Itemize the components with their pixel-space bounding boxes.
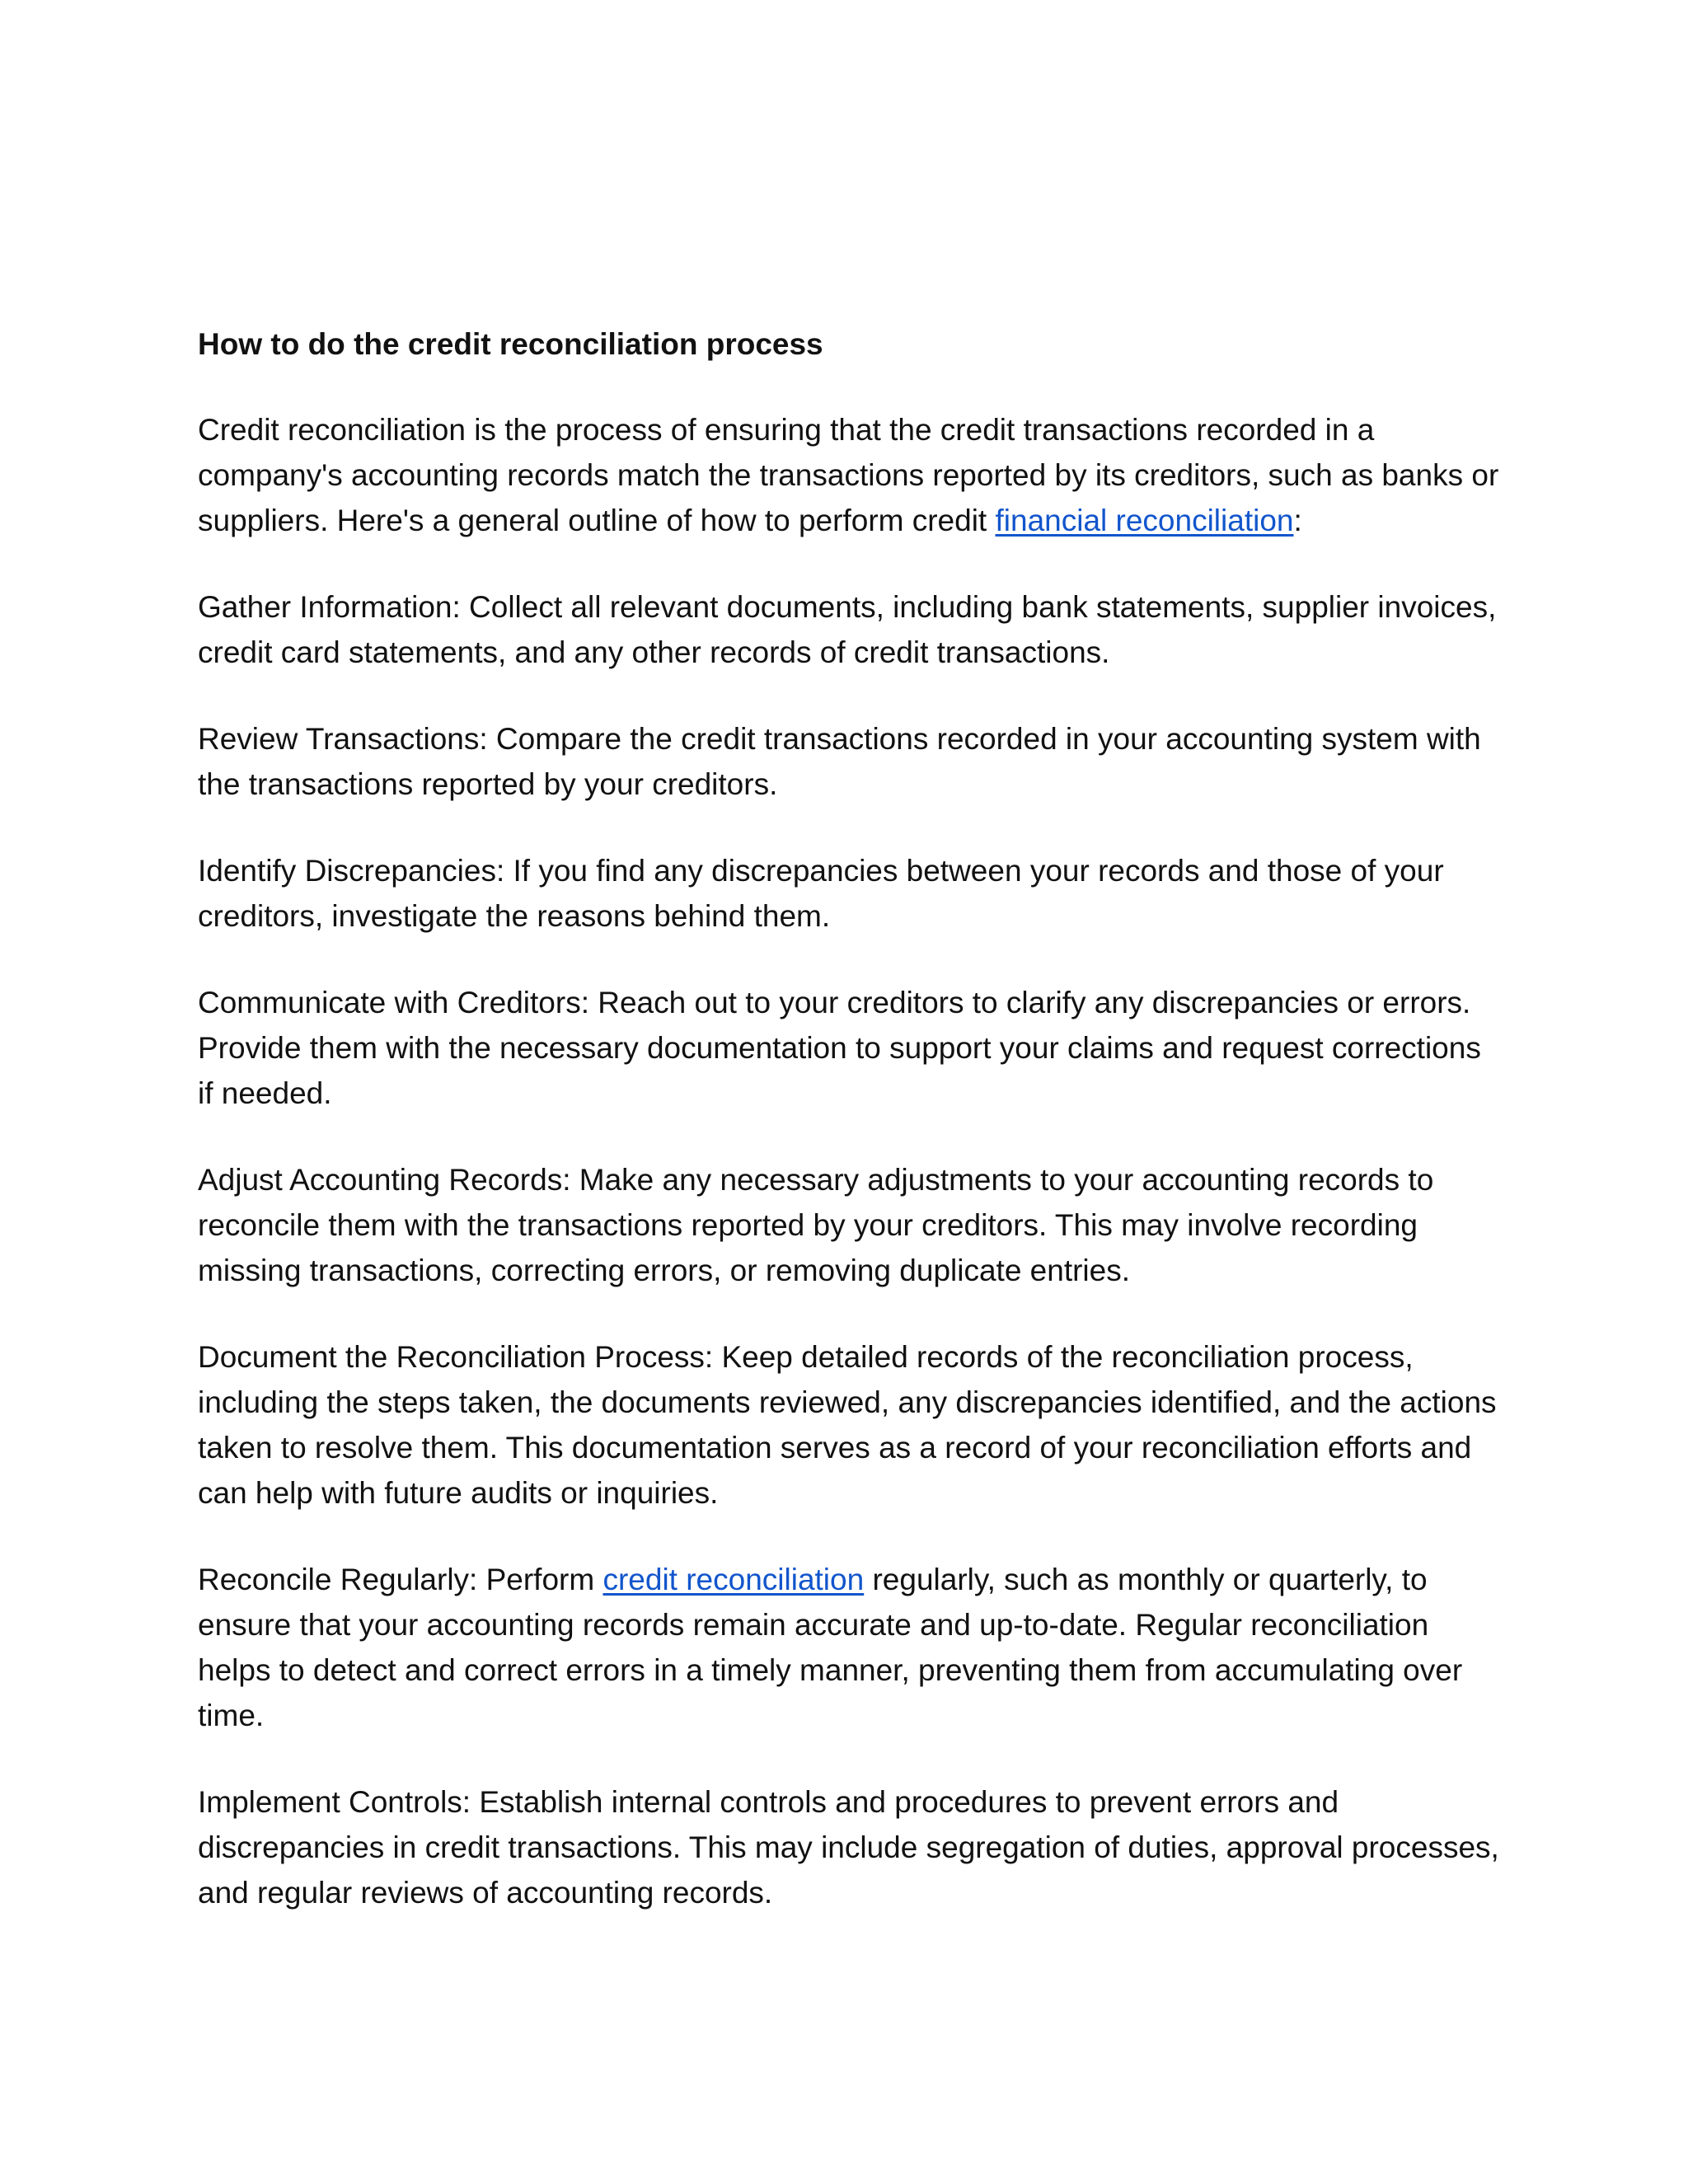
- step-review-transactions: Review Transactions: Compare the credit transactions recorded in your accounting system with the transactions reported by your creditors.: [198, 722, 1481, 801]
- step-identify-discrepancies: Identify Discrepancies: If you find any discrepancies between your records and those of your creditors, investigate the reasons behind them.: [198, 854, 1444, 933]
- step-implement-controls: Implement Controls: Establish internal controls and procedures to prevent errors and discrepancies in credit transactions. This may include segregation of duties, approval processes, and regular reviews of accounting records.: [198, 1785, 1499, 1910]
- financial-reconciliation-link[interactable]: financial reconciliation: [995, 504, 1294, 537]
- step-adjust-accounting-records: Adjust Accounting Records: Make any necessary adjustments to your accounting records to reconcile them with the transactions reported by your creditors. This may involve recording missing transactions, correcting errors, or removing duplicate entries.: [198, 1163, 1434, 1287]
- step-gather-information: Gather Information: Collect all relevant documents, including bank statements, supplier invoices, credit card statements, and any other records of credit transactions.: [198, 590, 1497, 669]
- regular-text: Reconcile Regularly: Perform: [198, 1563, 603, 1596]
- credit-reconciliation-link[interactable]: credit reconciliation: [603, 1563, 865, 1596]
- regular-text-end: regularly, such as monthly or quarterly, to ensure that your accounting records remain accurate and up-to-date. Regular reconciliation helps to detect and correct errors in a timely manner, preventing them from accumulating over time.: [198, 1563, 1463, 1732]
- intro-text: Credit reconciliation is the process of ensuring that the credit transactions recorded in a company's accounting records match the transactions reported by its creditors, such as banks or suppliers. Here's a general outline of how to perform credit: [198, 413, 1499, 537]
- intro-paragraph: [198, 407, 1500, 543]
- step-communicate-with-creditors: Communicate with Creditors: Reach out to your creditors to clarify any discrepancies or errors. Provide them with the necessary documentation to support your claims and request corrections if needed.: [198, 986, 1481, 1110]
- document-title: How to do the credit reconciliation process: [198, 327, 823, 361]
- step-document-process: Document the Reconciliation Process: Keep detailed records of the reconciliation process, including the steps taken, the documents reviewed, any discrepancies identified, and the actions taken to resolve them. This documentation serves as a record of your reconciliation efforts and can help with future audits or inquiries.: [198, 1340, 1497, 1510]
- intro-text-end: :: [1293, 504, 1302, 537]
- document-page: [198, 321, 1500, 1957]
- step-reconcile-regularly: [198, 1557, 1500, 1738]
